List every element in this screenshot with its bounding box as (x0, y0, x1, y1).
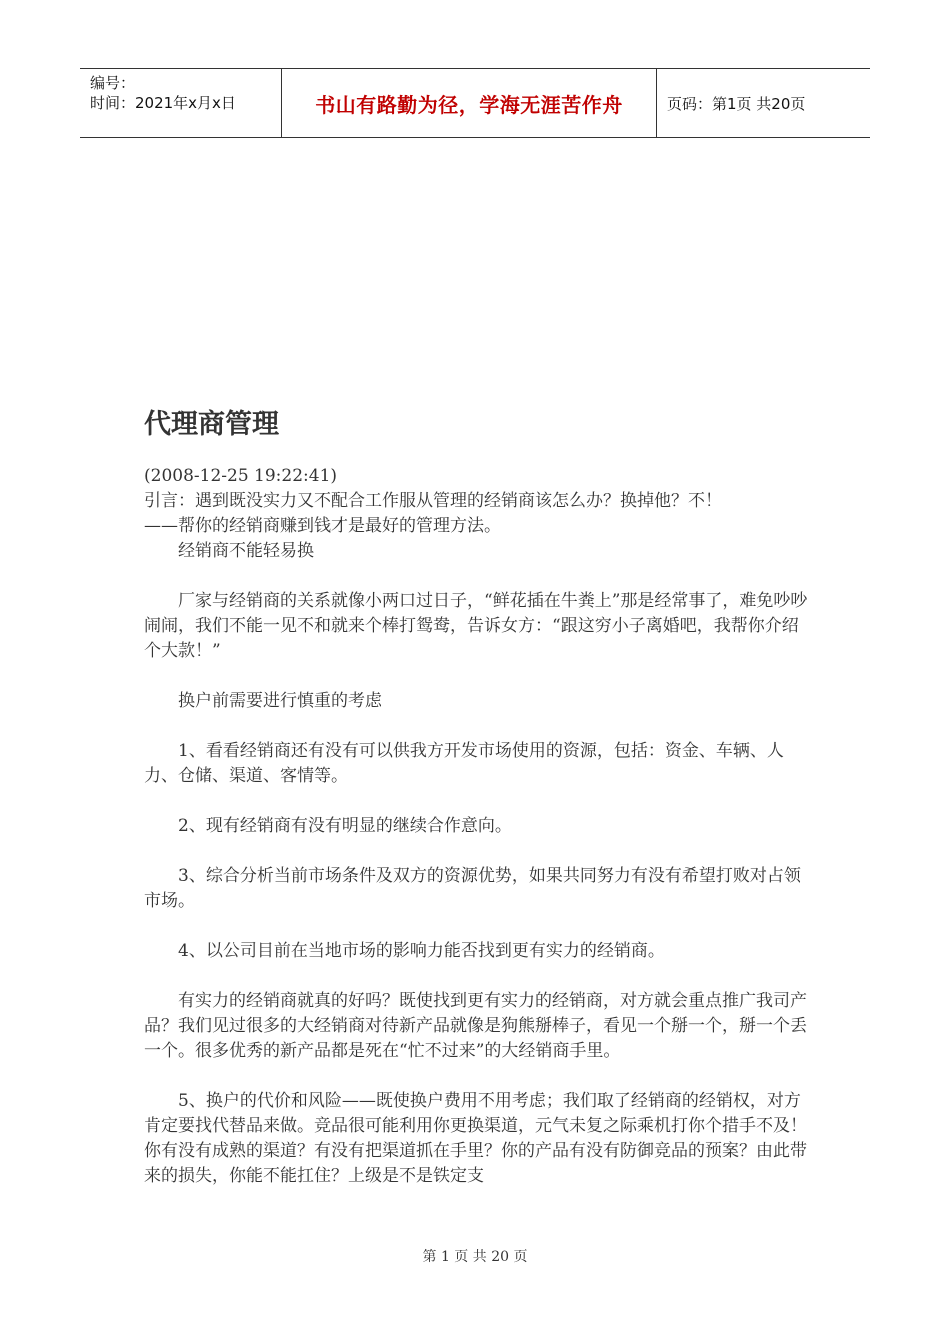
list-item-2: 2、现有经销商有没有明显的继续合作意向。 (178, 816, 512, 836)
document-title: 代理商管理 (144, 409, 279, 440)
list-item-1: 1、看看经销商还有没有可以供我方开发市场使用的资源，包括：资金、车辆、人力、仓储、渠道、客情等。 (144, 741, 784, 786)
intro-line-1: 引言：遇到既没实力又不配合工作服从管理的经销商该怎么办？换掉他？不！ (144, 491, 722, 511)
header-page-code: 页码：第1页 共20页 (667, 94, 806, 113)
intro-line-2: ——帮你的经销商赚到钱才是最好的管理方法。 (144, 516, 501, 536)
list-item-4: 4、以公司目前在当地市场的影响力能否找到更有实力的经销商。 (178, 941, 665, 961)
paragraph-2: 有实力的经销商就真的好吗？既使找到更有实力的经销商，对方就会重点推广我司产品？我们见过很多的大经销商对待新产品就像是狗熊掰棒子，看见一个掰一个，掰一个丢一个。很多优秀的新产品都是死在“忙不过来”的大经销商手里。 (144, 991, 807, 1061)
section-heading-2: 换户前需要进行慎重的考虑 (178, 691, 382, 711)
document-date: (2008-12-25 19:22:41) (144, 466, 338, 486)
document-number: 编号： (90, 74, 136, 92)
page-header (80, 68, 870, 138)
section-heading-1: 经销商不能轻易换 (178, 541, 314, 561)
header-motto: 书山有路勤为径，学海无涯苦作舟 (281, 69, 657, 137)
document-time: 时间：2021年x月x日 (90, 94, 236, 112)
page-footer: 第 1 页 共 20 页 (422, 1249, 528, 1265)
list-item-5: 5、换户的代价和风险——既使换户费用不用考虑；我们取了经销商的经销权，对方肯定要找代替品来做。竞品很可能利用你更换渠道，元气未复之际乘机打你个措手不及！你有没有成熟的渠道？有没有把渠道抓在手里？你的产品有没有防御竞品的预案？由此带来的损失，你能不能扛住？上级是不是铁定支 (144, 1091, 807, 1186)
paragraph-1: 厂家与经销商的关系就像小两口过日子，“鲜花插在牛粪上”那是经常事了，难免吵吵闹闹，我们不能一见不和就来个棒打鸳鸯，告诉女方：“跟这穷小子离婚吧，我帮你介绍个大款！” (144, 591, 808, 661)
document-body (144, 464, 809, 1189)
list-item-3: 3、综合分析当前市场条件及双方的资源优势，如果共同努力有没有希望打败对占领市场。 (144, 866, 801, 911)
header-meta (80, 69, 281, 137)
